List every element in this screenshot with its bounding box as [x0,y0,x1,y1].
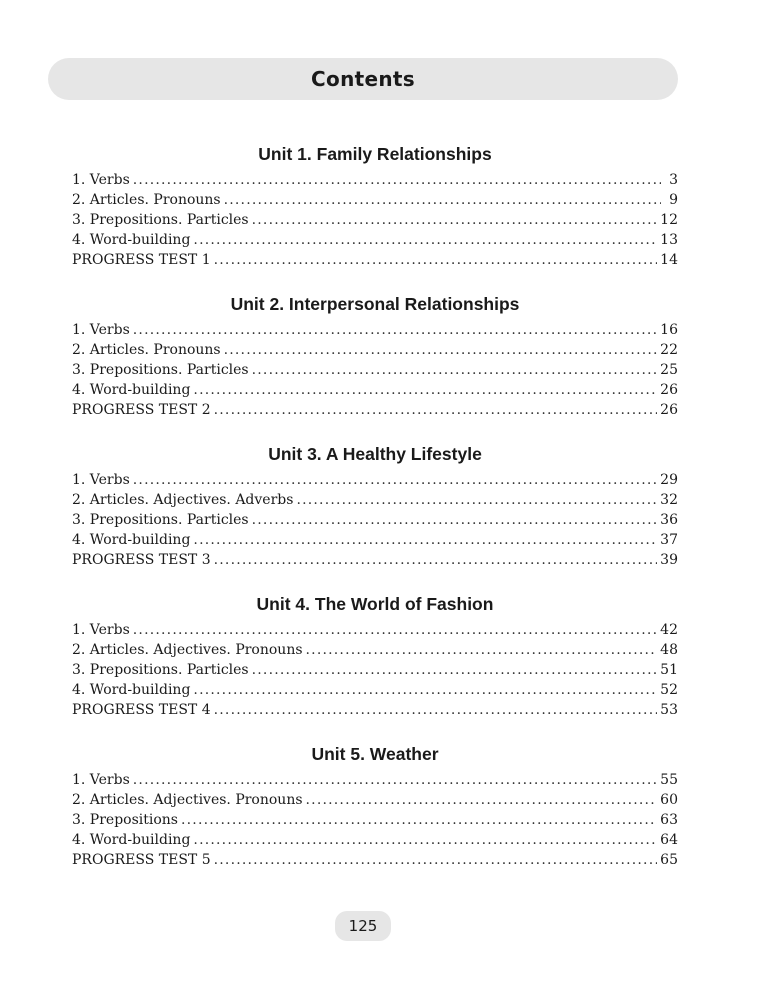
entry-label: 4. Word-building [72,382,191,398]
entry-page-number: 39 [660,552,678,568]
unit-title: Unit 4. The World of Fashion [256,594,494,614]
toc-entry[interactable] [72,700,678,720]
dot-leader [133,770,657,790]
dot-leader [214,400,658,420]
toc-entry[interactable] [72,400,678,420]
toc-entry[interactable] [72,170,678,190]
entry-label: 2. Articles. Adjectives. Pronouns [72,642,303,658]
dot-leader [224,190,661,210]
unit-section [72,442,678,592]
entry-label: 3. Prepositions. Particles [72,512,249,528]
toc-entry[interactable] [72,340,678,360]
page-title: Contents [311,67,415,91]
entry-page-number: 3 [669,172,678,188]
entry-label: 1. Verbs [72,322,130,338]
entry-label: 4. Word-building [72,232,191,248]
unit-section [72,592,678,742]
toc-entry[interactable] [72,470,678,490]
entry-page-number: 36 [660,512,678,528]
dot-leader [252,660,658,680]
entry-page-number: 25 [660,362,678,378]
unit-title: Unit 2. Interpersonal Relationships [230,294,520,314]
dot-leader [252,210,658,230]
entry-page-number: 51 [660,662,678,678]
page-number: 125 [335,911,391,941]
entry-label: 1. Verbs [72,472,130,488]
entry-page-number: 13 [660,232,678,248]
entry-page-number: 63 [660,812,678,828]
unit-title: Unit 5. Weather [311,744,439,764]
unit-section [72,292,678,442]
entry-label: 2. Articles. Adjectives. Adverbs [72,492,294,508]
toc-entry[interactable] [72,660,678,680]
entry-label: 3. Prepositions. Particles [72,662,249,678]
unit-section [72,742,678,892]
toc-entry[interactable] [72,380,678,400]
toc-entry[interactable] [72,790,678,810]
entry-page-number: 42 [660,622,678,638]
entry-page-number: 26 [660,382,678,398]
entry-page-number: 60 [660,792,678,808]
entry-label: 2. Articles. Adjectives. Pronouns [72,792,303,808]
dot-leader [193,530,657,550]
entry-page-number: 9 [669,192,678,208]
entry-page-number: 32 [660,492,678,508]
entry-page-number: 64 [660,832,678,848]
dot-leader [214,250,658,270]
dot-leader [306,640,658,660]
dot-leader [133,320,657,340]
entry-page-number: 37 [660,532,678,548]
dot-leader [296,490,657,510]
entry-label: 2. Articles. Pronouns [72,192,221,208]
unit-section [72,142,678,292]
dot-leader [193,230,657,250]
entry-label: 3. Prepositions [72,812,178,828]
dot-leader [252,510,658,530]
toc-entry[interactable] [72,770,678,790]
entry-label: 4. Word-building [72,682,191,698]
entry-label: PROGRESS TEST 1 [72,252,211,268]
entry-page-number: 14 [660,252,678,268]
dot-leader [214,700,658,720]
dot-leader [193,830,657,850]
entry-label: 3. Prepositions. Particles [72,362,249,378]
toc-entry[interactable] [72,530,678,550]
table-of-contents [72,142,678,892]
unit-title: Unit 3. A Healthy Lifestyle [268,444,482,464]
entry-page-number: 55 [660,772,678,788]
dot-leader [181,810,657,830]
entry-label: 1. Verbs [72,172,130,188]
dot-leader [214,550,658,570]
entry-label: PROGRESS TEST 4 [72,702,211,718]
toc-entry[interactable] [72,850,678,870]
entry-label: 1. Verbs [72,772,130,788]
entry-page-number: 26 [660,402,678,418]
dot-leader [252,360,658,380]
contents-header [48,58,678,100]
toc-entry[interactable] [72,510,678,530]
dot-leader [193,680,657,700]
toc-entry[interactable] [72,810,678,830]
dot-leader [224,340,658,360]
entry-label: 4. Word-building [72,532,191,548]
entry-label: 3. Prepositions. Particles [72,212,249,228]
toc-entry[interactable] [72,250,678,270]
entry-page-number: 22 [660,342,678,358]
toc-entry[interactable] [72,680,678,700]
entry-page-number: 29 [660,472,678,488]
entry-label: 1. Verbs [72,622,130,638]
dot-leader [133,470,657,490]
toc-entry[interactable] [72,320,678,340]
dot-leader [133,620,657,640]
entry-page-number: 16 [660,322,678,338]
toc-entry[interactable] [72,360,678,380]
dot-leader [133,170,661,190]
toc-entry[interactable] [72,190,678,210]
toc-entry[interactable] [72,640,678,660]
entry-page-number: 65 [660,852,678,868]
toc-entry[interactable] [72,230,678,250]
entry-label: PROGRESS TEST 3 [72,552,211,568]
entry-label: 2. Articles. Pronouns [72,342,221,358]
entry-label: PROGRESS TEST 2 [72,402,211,418]
dot-leader [214,850,658,870]
toc-entry[interactable] [72,210,678,230]
entry-label: PROGRESS TEST 5 [72,852,211,868]
entry-page-number: 12 [660,212,678,228]
dot-leader [306,790,658,810]
entry-page-number: 53 [660,702,678,718]
unit-title: Unit 1. Family Relationships [258,144,492,164]
entry-label: 4. Word-building [72,832,191,848]
dot-leader [193,380,657,400]
entry-page-number: 52 [660,682,678,698]
toc-entry[interactable] [72,550,678,570]
toc-entry[interactable] [72,490,678,510]
toc-entry[interactable] [72,620,678,640]
toc-entry[interactable] [72,830,678,850]
entry-page-number: 48 [660,642,678,658]
